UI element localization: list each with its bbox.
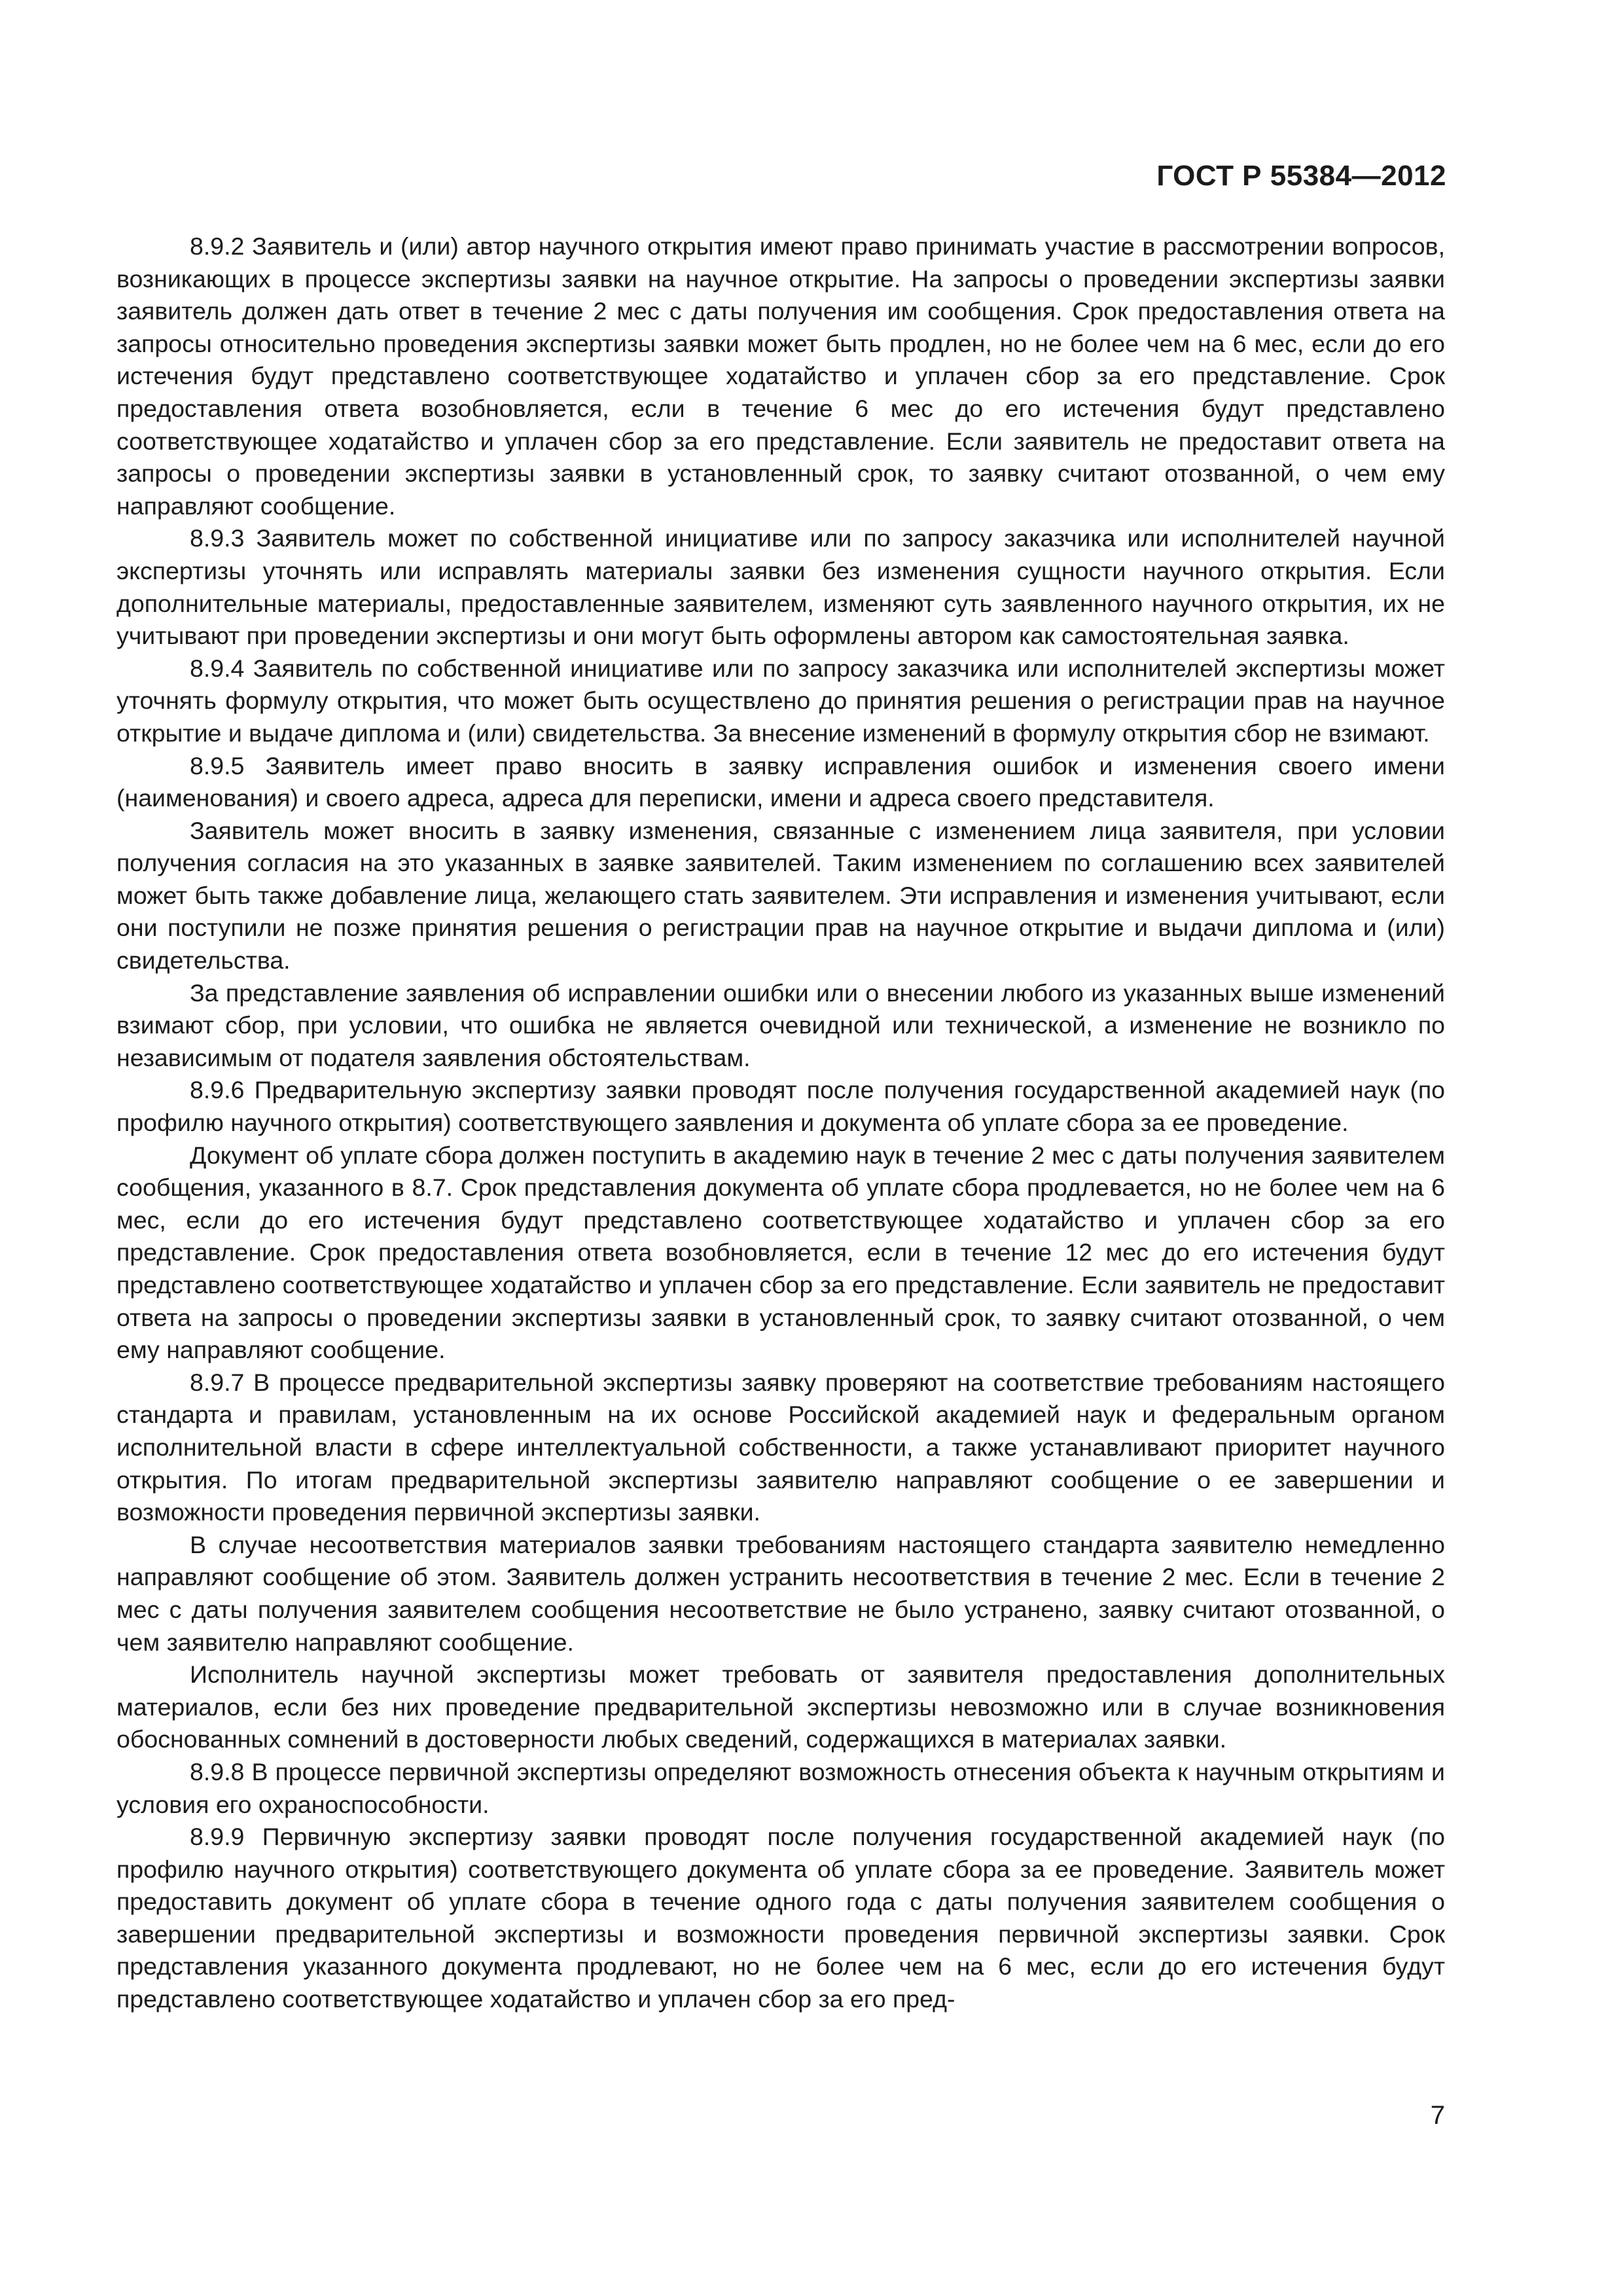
paragraph-8-9-6: 8.9.6 Предварительную экспертизу заявки проводят после получения государственной академией наук (по профилю научного открытия) соответствующего заявления и документа об уплате сбора за ее проведение. [116,1076,1445,1137]
document-body [116,230,1445,2016]
paragraph-8-9-5: 8.9.5 Заявитель имеет право вносить в заявку исправления ошибок и изменения своего имени (наименования) и своего адреса, адреса для переписки, имени и адреса своего представителя. [116,751,1445,812]
paragraph-8-9-3: 8.9.3 Заявитель может по собственной инициативе или по запросу заказчика или исполнителей научной экспертизы уточнять или исправлять материалы заявки без изменения сущности научного открытия. Если дополнительные материалы, предоставленные заявителем, изменяют суть заявленного научного открытия, их не учитывают при проведении экспертизы и они могут быть оформлены автором как самостоятельная заявка. [116,524,1445,650]
paragraph-8-9-5-fee: За представление заявления об исправлении ошибки или о внесении любого из указанных выше изменений взимают сбор, при условии, что ошибка не является очевидной или технической, а изменение не возникло по независимым от подателя заявления обстоятельствам. [116,978,1445,1071]
paragraph-8-9-5-changes: Заявитель может вносить в заявку изменения, связанные с изменением лица заявителя, при условии получения согласия на это указанных в заявке заявителей. Таким изменением по соглашению всех заявителей может быть также добавление лица, желающего стать заявителем. Эти исправления и изменения учитывают, если они поступили не позже принятия решения о регистрации прав на научное открытие и выдачи диплома и (или) свидетельства. [116,816,1445,975]
document-header-standard-id: ГОСТ Р 55384—2012 [1156,160,1446,192]
paragraph-8-9-9: 8.9.9 Первичную экспертизу заявки проводят после получения государственной академией наук (по профилю научного открытия) соответствующего документа об уплате сбора за ее проведение. Заявитель может предоставить документ об уплате сбора в течение одного года с даты получения заявителем сообщения о завершении предварительной экспертизы и возможности проведения первичной экспертизы заявки. Срок представления указанного документа продлевают, но не более чем на 6 мес, если до его истечения будут представлено соответствующее ходатайство и уплачен сбор за его пред- [116,1823,1445,2013]
paragraph-8-9-8: 8.9.8 В процессе первичной экспертизы определяют возможность отнесения объекта к научным открытиям и условия его охраноспособности. [116,1757,1445,1818]
paragraph-8-9-7-nonconformity: В случае несоответствия материалов заявки требованиям настоящего стандарта заявителю немедленно направляют сообщение об этом. Заявитель должен устранить несоответствия в течение 2 мес. Если в течение 2 мес с даты получения заявителем сообщения несоответствие не было устранено, заявку считают отозванной, о чем заявителю направляют сообщение. [116,1530,1445,1656]
paragraph-8-9-2: 8.9.2 Заявитель и (или) автор научного открытия имеют право принимать участие в рассмотрении вопросов, возникающих в процессе экспертизы заявки на научное открытие. На запросы о проведении экспертизы заявки заявитель должен дать ответ в течение 2 мес с даты получения им сообщения. Срок предоставления ответа на запросы относительно проведения экспертизы заявки может быть продлен, но не более чем на 6 мес, если до его истечения будут представлено соответствующее ходатайство и уплачен сбор за его представление. Срок предоставления ответа возобновляется, если в течение 6 мес до его истечения будут представлено соответствующее ходатайство и уплачен сбор за его представление. Если заявитель не предоставит ответа на запросы о проведении экспертизы заявки в установленный срок, то заявку считают отозванной, о чем ему направляют сообщение. [116,232,1445,520]
paragraph-8-9-6-payment: Документ об уплате сбора должен поступить в академию наук в течение 2 мес с даты получения заявителем сообщения, указанного в 8.7. Срок представления документа об уплате сбора продлевается, но не более чем на 6 мес, если до его истечения будут представлено соответствующее ходатайство и уплачен сбор за его представление. Срок предоставления ответа возобновляется, если в течение 12 мес до его истечения будут представлено соответствующее ходатайство и уплачен сбор за его представление. Если заявитель не предоставит ответа на запросы о проведении экспертизы заявки в установленный срок, то заявку считают отозванной, о чем ему направляют сообщение. [116,1141,1445,1364]
page-number: 7 [1430,2101,1445,2130]
paragraph-8-9-7-additional-materials: Исполнитель научной экспертизы может требовать от заявителя предоставления дополнительных материалов, если без них проведение предварительной экспертизы невозможно или в случае возникновения обоснованных сомнений в достоверности любых сведений, содержащихся в материалах заявки. [116,1660,1445,1753]
paragraph-8-9-7: 8.9.7 В процессе предварительной экспертизы заявку проверяют на соответствие требованиям настоящего стандарта и правилам, установленным на их основе Российской академией наук и федеральным органом исполнительной власти в сфере интеллектуальной собственности, а также устанавливают приоритет научного открытия. По итогам предварительной экспертизы заявителю направляют сообщение о ее завершении и возможности проведения первичной экспертизы заявки. [116,1368,1445,1526]
paragraph-8-9-4: 8.9.4 Заявитель по собственной инициативе или по запросу заказчика или исполнителей экспертизы может уточнять формулу открытия, что может быть осуществлено до принятия решения о регистрации прав на научное открытие и выдаче диплома и (или) свидетельства. За внесение изменений в формулу открытия сбор не взимают. [116,654,1445,747]
